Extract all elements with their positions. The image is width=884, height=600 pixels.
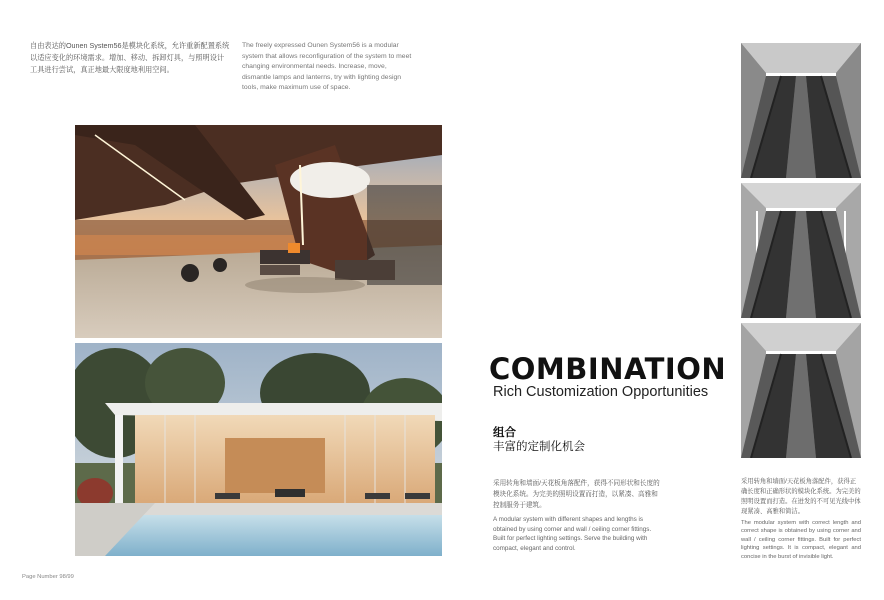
- combination-chinese-subheading: 丰富的定制化机会: [493, 441, 585, 453]
- escalator-photo-1: [741, 43, 861, 178]
- terrace-sunset-photo: [75, 125, 442, 338]
- combination-heading: COMBINATION: [489, 352, 727, 386]
- escalator-photo-3: [741, 323, 861, 458]
- escalator-photo-2: [741, 183, 861, 318]
- page-number: Page Number 98/99: [22, 574, 74, 580]
- sidebar-english-body: The modular system with correct length and correct shape is obtained by using corner and wall / ceiling corner fittings. Built for perfect lighting settings. It is compact, elegant and concise in the burst of invisible light.: [741, 520, 861, 560]
- intro-english-text: The freely expressed Ounen System56 is a modular system that allows reconfiguration of the system to meet changing environmental needs. Increase, move, dismantle lamps and lanterns, try with lighting design tools, make maximum use of space.: [242, 42, 412, 92]
- combination-subheading: Rich Customization Opportunities: [493, 384, 709, 400]
- intro-chinese-text: 自由表达的Ounen System56是模块化系统，允许重新配置系统以适应变化的环境需求。增加、移动、拆卸灯具，与照明设计工具进行尝试，真正地最大限度地利用空间。: [30, 41, 230, 74]
- combination-chinese-heading: 组合: [493, 427, 516, 439]
- combination-english-body: A modular system with different shapes and lengths is obtained by using corner and wall / ceiling corner fittings. Built for perfect lighting settings. Serve the building with compact, elegant and control.: [493, 516, 652, 552]
- pool-pavilion-photo: [75, 343, 442, 556]
- combination-chinese-body: 采用转角和墙面/天花板角落配件，获得不同形状和长度的模块化系统。为完美的照明设置而打造，以紧凑、高雅和控制服务于建筑。: [493, 480, 660, 509]
- sidebar-chinese-body: 采用转角和墙面/天花板角落配件，获得正确长度和正确形状的模块化系统。为完美的照明设置而打造。在迸发的不可见光线中体现紧凑、高雅和简洁。: [741, 478, 861, 515]
